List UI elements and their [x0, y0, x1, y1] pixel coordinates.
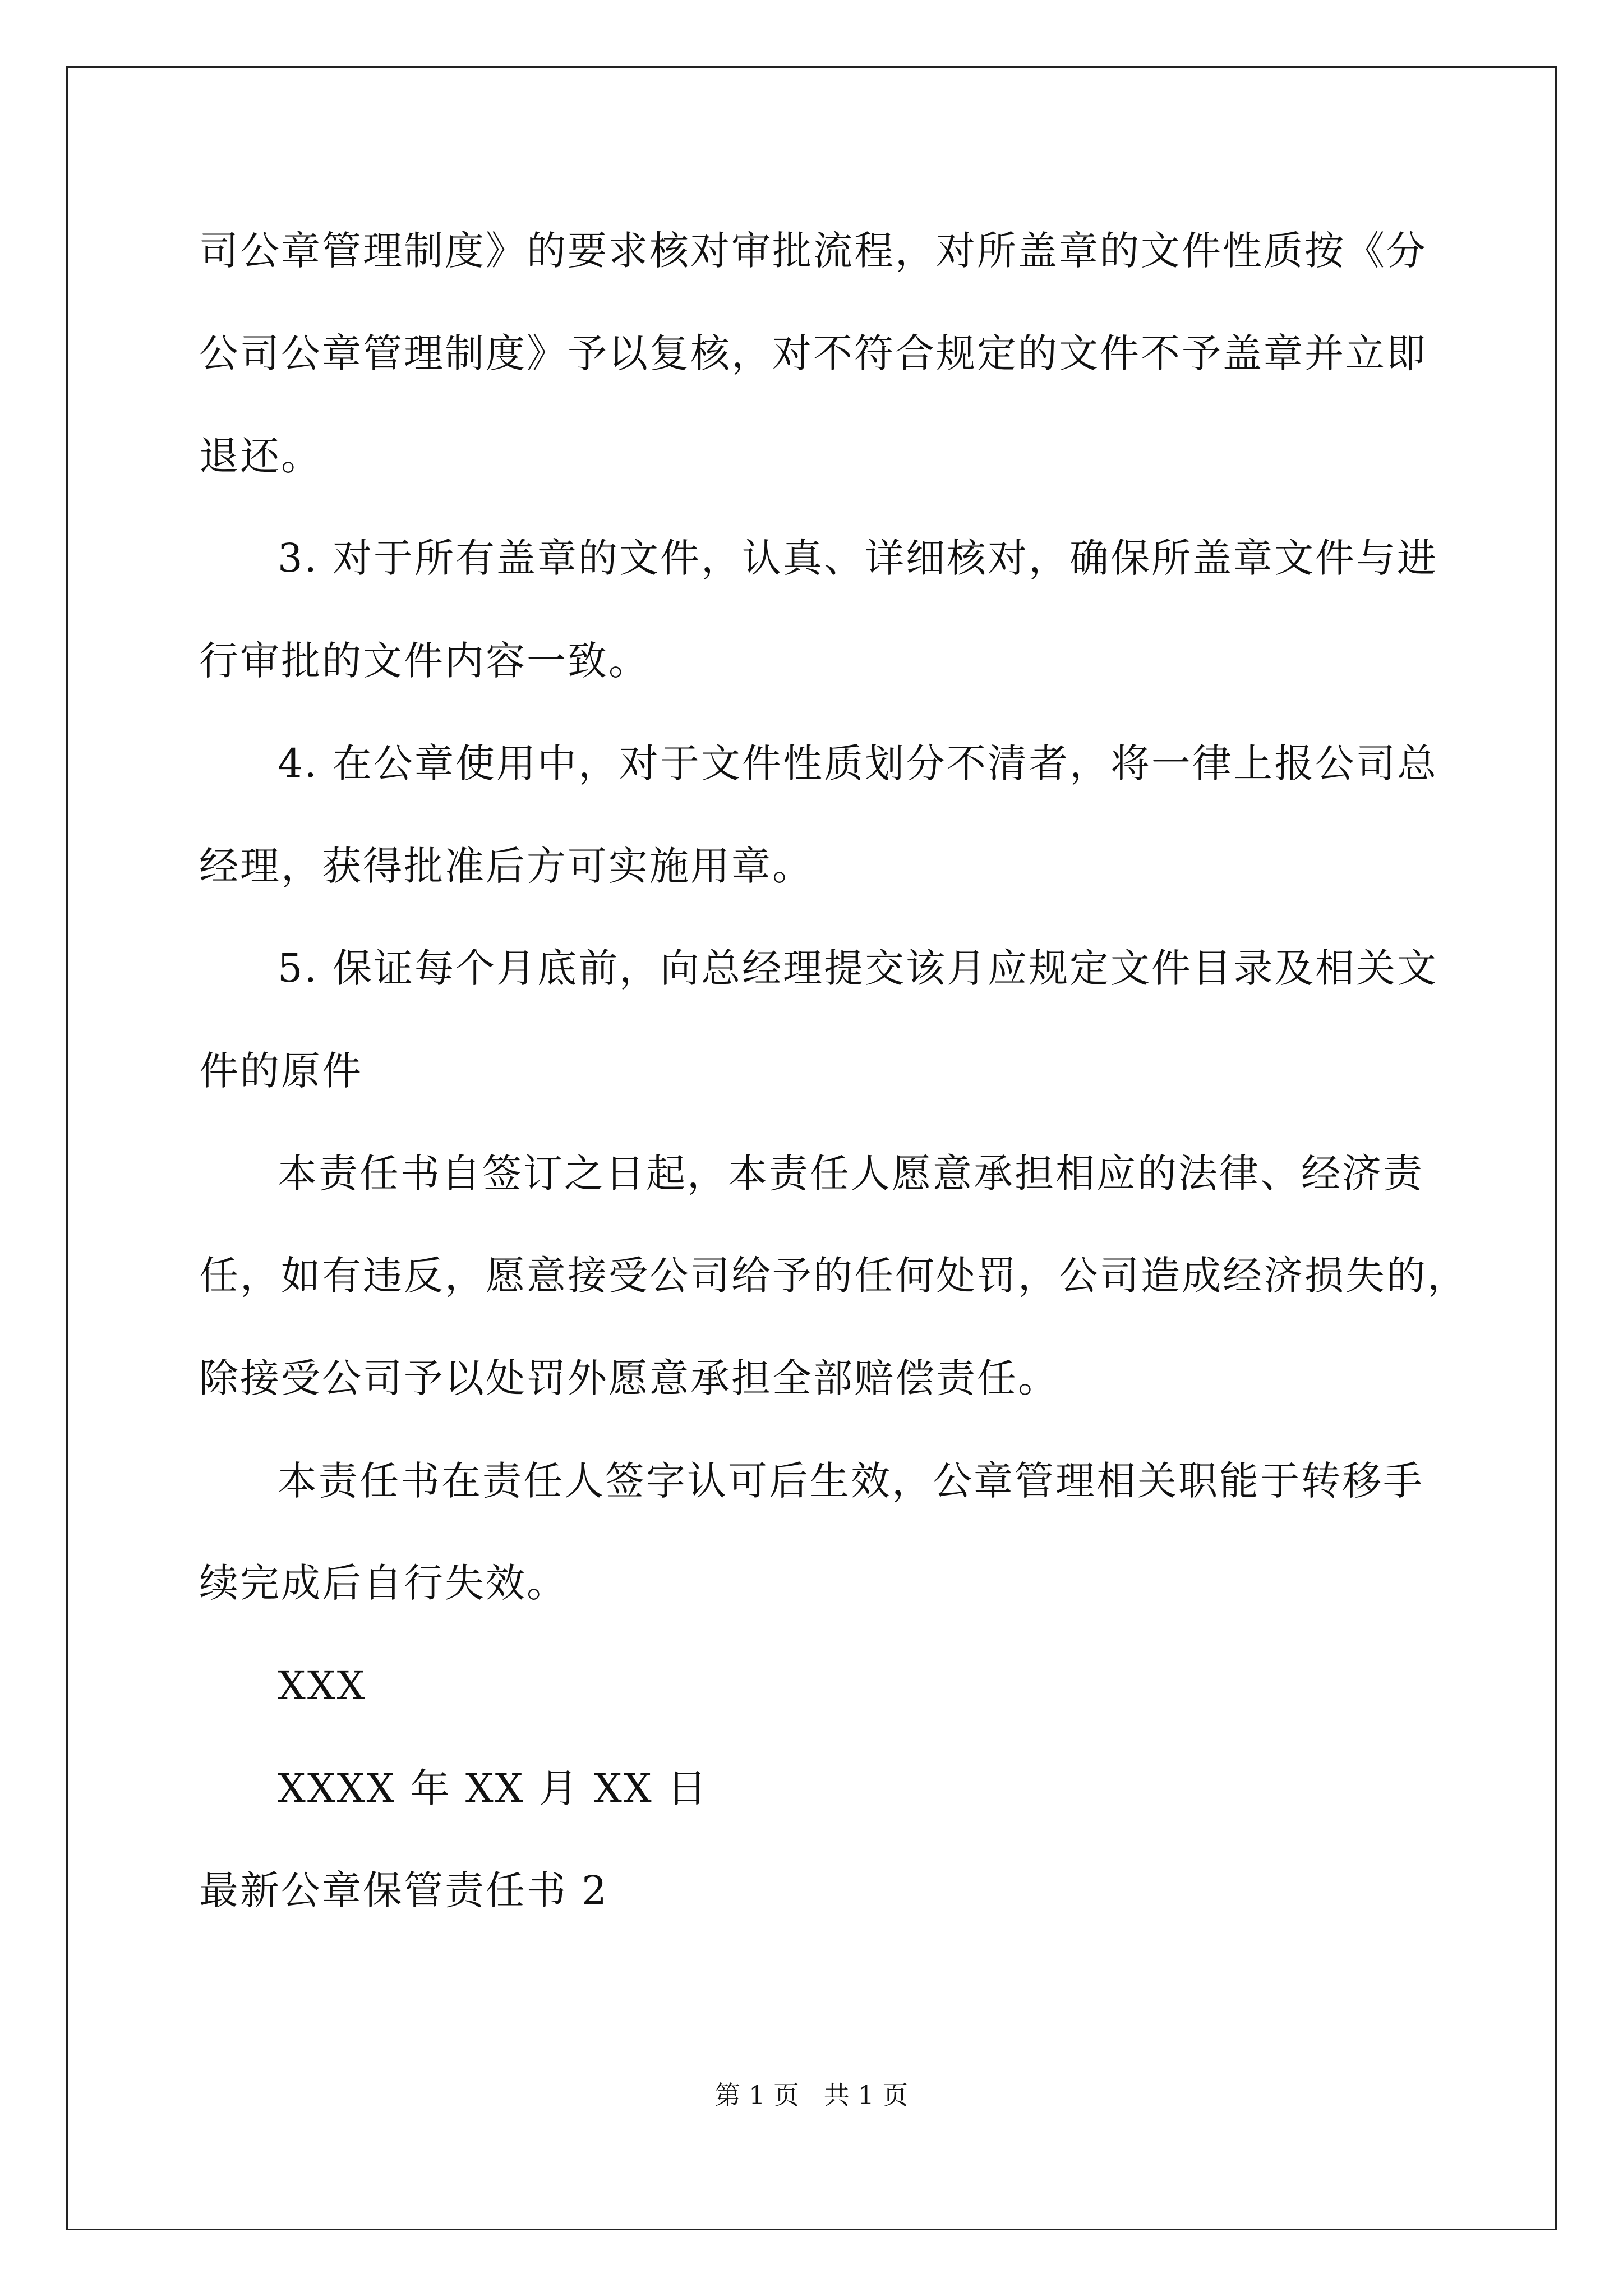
section-heading: 最新公章保管责任书 2 — [199, 1867, 608, 1913]
body-text-line: 本责任书在责任人签字认可后生效，公章管理相关职能于转移手 — [278, 1458, 1424, 1504]
body-text-line: 任，如有违反，愿意接受公司给予的任何处罚，公司造成经济损失的， — [199, 1253, 1468, 1299]
body-text-line: 3. 对于所有盖章的文件，认真、详细核对，确保所盖章文件与进 — [278, 535, 1438, 581]
body-text-line: 5. 保证每个月底前，向总经理提交该月应规定文件目录及相关文 — [278, 945, 1438, 991]
body-text-line: 公司公章管理制度》予以复核，对不符合规定的文件不予盖章并立即 — [199, 330, 1427, 376]
body-text-line: 除接受公司予以处罚外愿意承担全部赔偿责任。 — [199, 1355, 1059, 1401]
page-footer: 第 1 页 共 1 页 — [714, 2080, 909, 2110]
body-text-line: 4. 在公章使用中，对于文件性质划分不清者，将一律上报公司总 — [278, 740, 1438, 786]
body-text-line: 行审批的文件内容一致。 — [199, 638, 649, 684]
body-text-line: 司公章管理制度》的要求核对审批流程，对所盖章的文件性质按《分 — [199, 228, 1427, 274]
signature-name: XXX — [278, 1663, 367, 1709]
body-text-line: 件的原件 — [199, 1048, 363, 1094]
body-text-line: 续完成后自行失效。 — [199, 1560, 568, 1606]
body-text-line: 退还。 — [199, 433, 322, 479]
body-text-line: 本责任书自签订之日起，本责任人愿意承担相应的法律、经济责 — [278, 1151, 1424, 1197]
signature-date: XXXX 年 XX 月 XX 日 — [278, 1765, 708, 1811]
body-text-line: 经理，获得批准后方可实施用章。 — [199, 843, 813, 889]
